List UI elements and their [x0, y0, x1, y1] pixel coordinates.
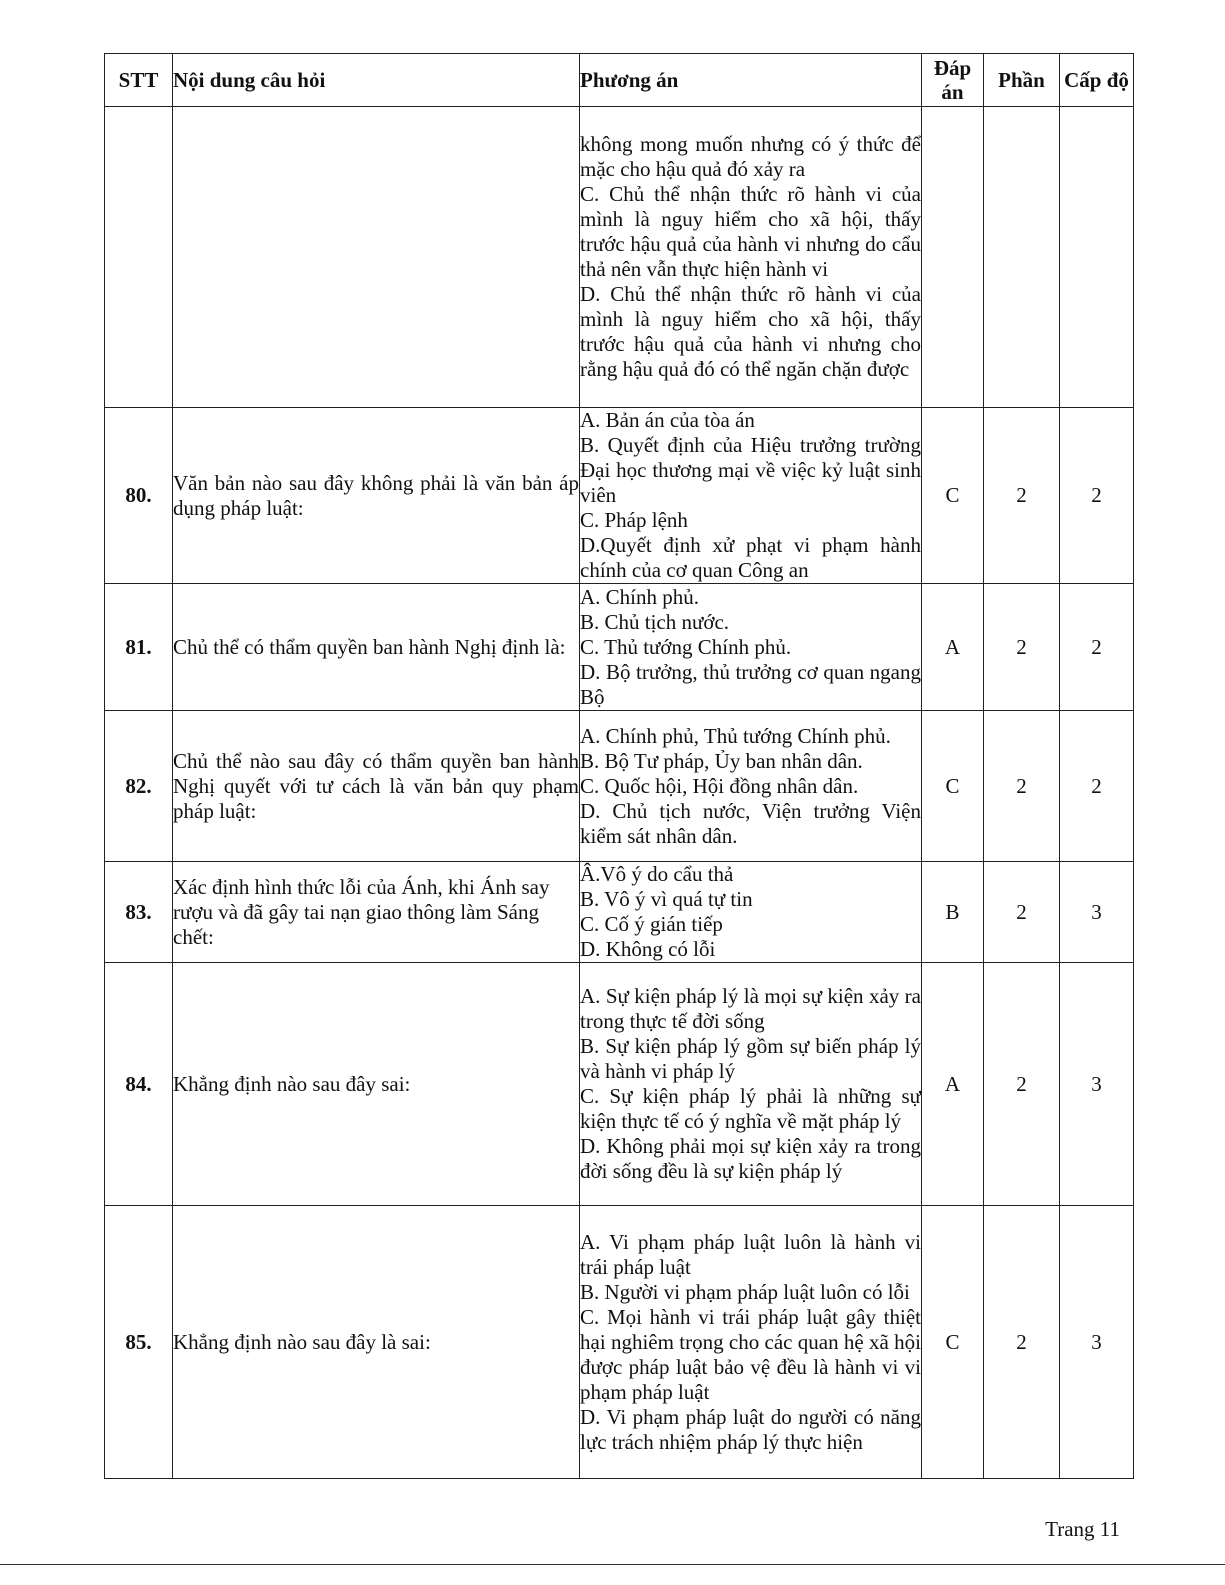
row-stt: 84. [105, 963, 173, 1206]
option-d: D. Chủ tịch nước, Viện trưởng Viện kiểm sát nhân dân. [580, 798, 921, 848]
row-answer: C [922, 1206, 984, 1479]
row-level: 2 [1060, 711, 1134, 862]
table-row [105, 584, 1134, 711]
option-d: D. Vi phạm pháp luật do người có năng lực trách nhiệm pháp lý thực hiện [580, 1404, 921, 1454]
option-d: D.Quyết định xử phạt vi phạm hành chính của cơ quan Công an [580, 533, 921, 582]
table-row [105, 107, 1134, 408]
row-answer: B [922, 862, 984, 963]
page-number: Trang 11 [1045, 1517, 1120, 1541]
row-stt [105, 107, 173, 408]
question-table [104, 53, 1134, 1479]
row-options [580, 1206, 922, 1479]
header-stt: STT [105, 54, 173, 107]
table-row [105, 711, 1134, 862]
table-row [105, 963, 1134, 1206]
row-options [580, 963, 922, 1206]
option-b: B. Sự kiện pháp lý gồm sự biến pháp lý và hành vi pháp lý [580, 1034, 921, 1083]
table-row [105, 1206, 1134, 1479]
row-level: 2 [1060, 584, 1134, 711]
row-level: 3 [1060, 1206, 1134, 1479]
row-options [580, 862, 922, 963]
row-part: 2 [984, 862, 1060, 963]
table-header-row [105, 54, 1134, 107]
row-question: Văn bản nào sau đây không phải là văn bản áp dụng pháp luật: [173, 408, 580, 584]
row-stt: 85. [105, 1206, 173, 1479]
row-options [580, 107, 922, 408]
option-b: B. Vô ý vì quá tự tin [580, 887, 753, 911]
option-a: Â.Vô ý do cẩu thả [580, 862, 734, 886]
option-b: B. Người vi phạm pháp luật luôn có lỗi [580, 1279, 910, 1304]
row-question [173, 107, 580, 408]
option-b: B. Bộ Tư pháp, Ủy ban nhân dân. [580, 748, 863, 773]
option-b: B. Quyết định của Hiệu trưởng trường Đại học thương mại về việc kỷ luật sinh viên [580, 433, 921, 507]
option-text: C. Chủ thể nhận thức rõ hành vi của mình là nguy hiểm cho xã hội, thấy trước hậu quả của hành vi nhưng do cẩu thả nên vẫn thực hiện hành vi [580, 182, 921, 281]
row-part: 2 [984, 408, 1060, 584]
option-text: D. Chủ thể nhận thức rõ hành vi của mình là nguy hiểm cho xã hội, thấy trước hậu quả của hành vi nhưng cho rằng hậu quả đó có thể ngăn chặn được [580, 282, 921, 381]
row-stt: 81. [105, 584, 173, 711]
row-answer: A [922, 584, 984, 711]
row-answer: A [922, 963, 984, 1206]
row-level: 2 [1060, 408, 1134, 584]
option-c: C. Quốc hội, Hội đồng nhân dân. [580, 773, 859, 798]
row-options [580, 711, 922, 862]
row-part [984, 107, 1060, 408]
row-stt: 83. [105, 862, 173, 963]
row-part: 2 [984, 584, 1060, 711]
header-question: Nội dung câu hỏi [173, 54, 580, 107]
row-part: 2 [984, 963, 1060, 1206]
header-level: Cấp độ [1060, 54, 1134, 107]
option-c: C. Cố ý gián tiếp [580, 912, 723, 936]
option-c: C. Pháp lệnh [580, 508, 688, 532]
header-part: Phần [984, 54, 1060, 107]
option-d: D. Bộ trưởng, thủ trưởng cơ quan ngang Bộ [580, 659, 921, 709]
option-c: C. Mọi hành vi trái pháp luật gây thiệt hại nghiêm trọng cho các quan hệ xã hội được pháp luật bảo vệ đều là hành vi vi phạm pháp luật [580, 1304, 921, 1404]
row-question: Chủ thể nào sau đây có thẩm quyền ban hành Nghị quyết với tư cách là văn bản quy phạm pháp luật: [173, 711, 580, 862]
row-options [580, 408, 922, 584]
row-answer: C [922, 711, 984, 862]
option-d: D. Không phải mọi sự kiện xảy ra trong đời sống đều là sự kiện pháp lý [580, 1134, 921, 1183]
row-level [1060, 107, 1134, 408]
header-answer: Đáp án [922, 54, 984, 107]
row-stt: 82. [105, 711, 173, 862]
footer-divider [0, 1564, 1225, 1565]
option-a: A. Vi phạm pháp luật luôn là hành vi trái pháp luật [580, 1229, 921, 1279]
option-d: D. Không có lỗi [580, 937, 716, 961]
row-question: Khẳng định nào sau đây sai: [173, 963, 580, 1206]
option-a: A. Chính phủ, Thủ tướng Chính phủ. [580, 723, 891, 748]
option-a: A. Sự kiện pháp lý là mọi sự kiện xảy ra trong thực tế đời sống [580, 984, 921, 1033]
table-row [105, 408, 1134, 584]
option-text: không mong muốn nhưng có ý thức để mặc cho hậu quả đó xảy ra [580, 132, 921, 181]
option-c: C. Sự kiện pháp lý phải là những sự kiện thực tế có ý nghĩa về mặt pháp lý [580, 1084, 921, 1133]
row-part: 2 [984, 1206, 1060, 1479]
row-question: Xác định hình thức lỗi của Ánh, khi Ánh say rượu và đã gây tai nạn giao thông làm Sáng chết: [173, 862, 580, 963]
option-c: C. Thủ tướng Chính phủ. [580, 634, 792, 659]
row-stt: 80. [105, 408, 173, 584]
row-question: Chủ thể có thẩm quyền ban hành Nghị định là: [173, 584, 580, 711]
header-options: Phương án [580, 54, 922, 107]
option-a: A. Bản án của tòa án [580, 408, 755, 432]
row-answer [922, 107, 984, 408]
option-b: B. Chủ tịch nước. [580, 609, 730, 634]
row-question: Khẳng định nào sau đây là sai: [173, 1206, 580, 1479]
row-level: 3 [1060, 862, 1134, 963]
option-a: A. Chính phủ. [580, 584, 700, 609]
row-answer: C [922, 408, 984, 584]
row-options [580, 584, 922, 711]
row-level: 3 [1060, 963, 1134, 1206]
row-part: 2 [984, 711, 1060, 862]
table-row [105, 862, 1134, 963]
